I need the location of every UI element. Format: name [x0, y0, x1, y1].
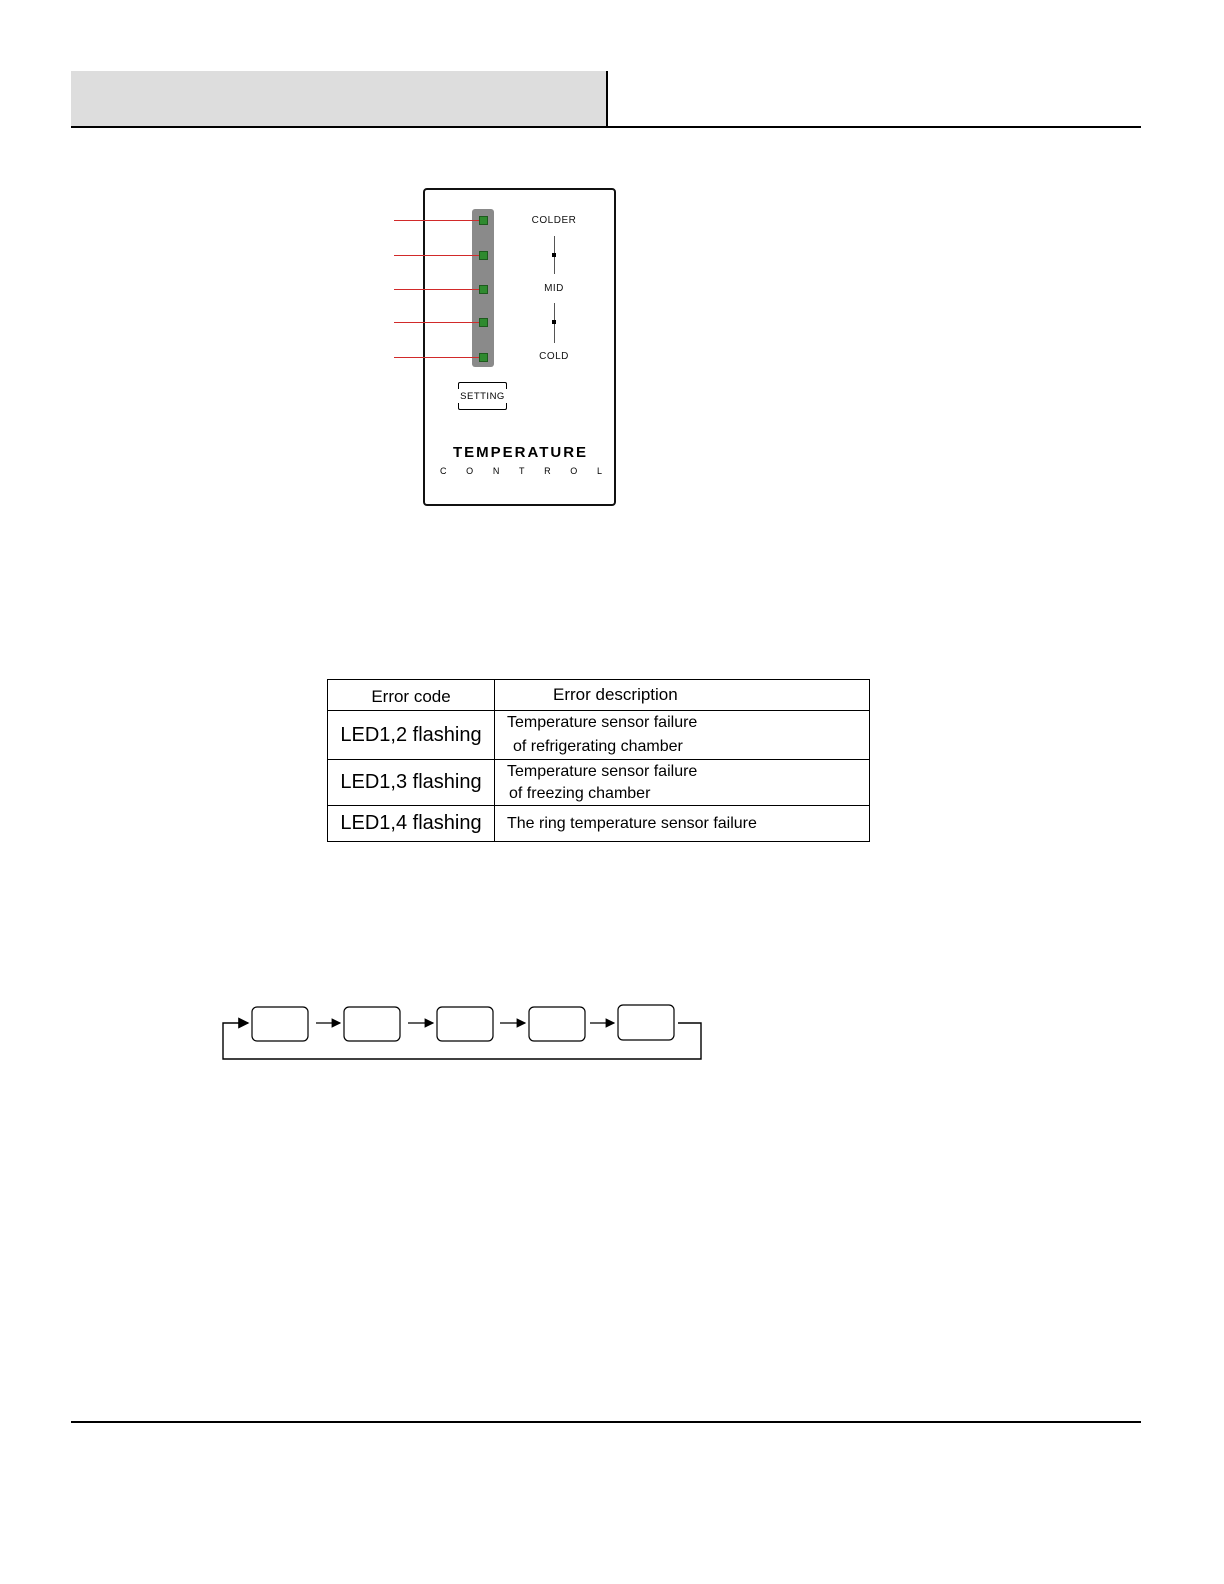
error-description-cell [495, 760, 870, 806]
description-line: Temperature sensor failure [507, 714, 698, 731]
brand-subtitle [440, 466, 602, 476]
table-row [328, 806, 870, 842]
brand-sub-letter: C [440, 466, 447, 476]
error-code-cell: LED1,2 flashing [328, 711, 495, 760]
header-divider [606, 71, 608, 128]
error-code-cell: LED1,3 flashing [328, 760, 495, 806]
led-pointer-4 [394, 322, 484, 323]
led-2 [479, 251, 488, 260]
led-pointer-1 [394, 220, 484, 221]
description-line: Temperature sensor failure [507, 762, 698, 780]
led-3 [479, 285, 488, 294]
flow-box-2 [344, 1007, 400, 1041]
header-band [71, 71, 607, 127]
scale-label-mid: MID [544, 283, 564, 294]
brand-title: TEMPERATURE [452, 444, 589, 461]
scale-dot-lower [552, 320, 556, 324]
led-pointer-5 [394, 357, 484, 358]
header-error-description: Error description [495, 680, 870, 711]
description-line: of refrigerating chamber [513, 738, 683, 755]
flow-box-1 [252, 1007, 308, 1041]
header-error-code: Error code [328, 680, 495, 711]
brand-sub-letter: N [492, 466, 500, 476]
brand-sub-letter: R [544, 466, 551, 476]
error-code-table [327, 679, 870, 842]
table-row [328, 711, 870, 760]
brand-sub-letter: L [596, 466, 602, 476]
led-5 [479, 353, 488, 362]
brand-sub-letter: O [570, 466, 578, 476]
scale-label-colder: COLDER [531, 215, 577, 226]
description-line: The ring temperature sensor failure [507, 814, 757, 832]
table-row [328, 760, 870, 806]
led-pointer-3 [394, 289, 484, 290]
flow-box-5 [618, 1005, 674, 1040]
error-description-cell [495, 711, 870, 760]
scale-label-cold: COLD [539, 351, 569, 362]
led-4 [479, 318, 488, 327]
table-header-row [328, 680, 870, 711]
error-code-cell: LED1,4 flashing [328, 806, 495, 842]
led-pointer-2 [394, 255, 484, 256]
brand-sub-letter: O [466, 466, 474, 476]
header-rule [71, 126, 1141, 128]
flow-box-4 [529, 1007, 585, 1041]
footer-rule [71, 1421, 1141, 1423]
error-description-cell [495, 806, 870, 842]
setting-button-label: SETTING [460, 390, 505, 402]
scale-dot-upper [552, 253, 556, 257]
flow-box-3 [437, 1007, 493, 1041]
description-line: of freezing chamber [509, 784, 651, 802]
led-1 [479, 216, 488, 225]
setting-cycle-diagram [220, 1000, 710, 1064]
setting-button[interactable] [458, 382, 507, 410]
brand-sub-letter: T [518, 466, 525, 476]
